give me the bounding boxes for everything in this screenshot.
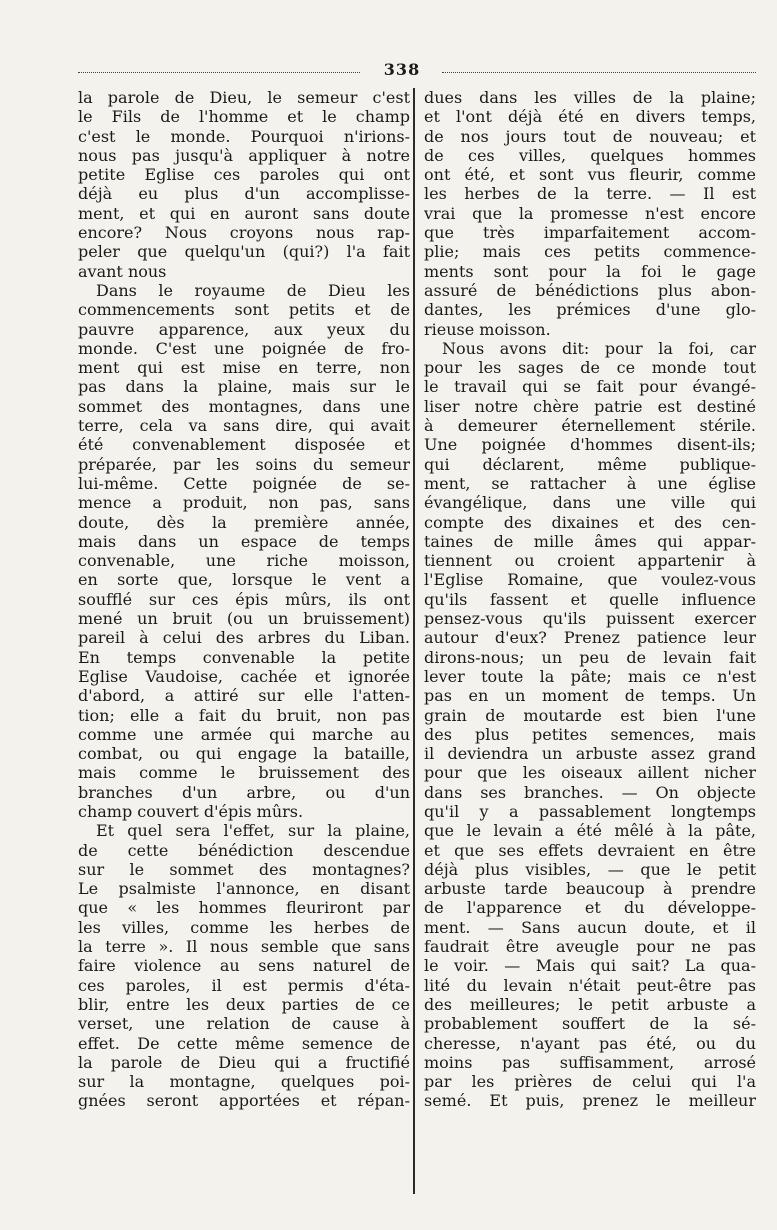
text-line: mais comme le bruissement des <box>78 763 410 783</box>
text-line: que le levain a été mêlé à la pâte, <box>424 821 756 841</box>
text-line: branches d'un arbre, ou d'un <box>78 782 410 802</box>
text-line: lever toute la pâte; mais ce n'est <box>424 666 756 686</box>
text-line: dantes, les prémices d'une glo- <box>424 300 756 320</box>
page-header <box>78 60 756 82</box>
text-line: ment. — Sans aucun doute, et il <box>424 917 756 937</box>
text-line: mais dans un espace de temps <box>78 531 410 551</box>
text-line: la parole de Dieu qui a fructifié <box>78 1052 410 1072</box>
text-line: lité du levain n'était peut-être pas <box>424 975 756 995</box>
text-line: dues dans les villes de la plaine; <box>424 88 756 107</box>
text-line: convenable, une riche moisson, <box>78 551 410 571</box>
header-rule-right <box>442 72 756 73</box>
text-line: mence a produit, non pas, sans <box>78 493 410 513</box>
text-line: avant nous <box>78 261 167 281</box>
text-line: doute, dès la première année, <box>78 512 410 532</box>
text-line: plie; mais ces petits commence- <box>424 242 756 262</box>
text-line: tiennent ou croient appartenir à <box>424 551 756 571</box>
text-line: Eglise Vaudoise, cachée et ignorée <box>78 666 410 686</box>
text-line: que très imparfaitement accom- <box>424 223 756 243</box>
text-line: blir, entre les deux parties de ce <box>78 994 410 1014</box>
text-line: le travail qui se fait pour évangé- <box>424 377 756 397</box>
text-line: que « les hommes fleuriront par <box>78 898 410 918</box>
right-column <box>424 88 756 1111</box>
text-line: il deviendra un arbuste assez grand <box>424 744 756 764</box>
text-line: de l'apparence et du développe- <box>424 898 756 918</box>
text-line: d'abord, a attiré sur elle l'atten- <box>78 686 410 706</box>
text-line: Le psalmiste l'annonce, en disant <box>78 879 410 899</box>
text-line: nous pas jusqu'à appliquer à notre <box>78 145 410 165</box>
text-line: les villes, comme les herbes de <box>78 917 410 937</box>
text-line: comme une armée qui marche au <box>78 724 410 744</box>
text-line: pareil à celui des arbres du Liban. <box>78 628 410 648</box>
text-line: cheresse, n'ayant pas été, ou du <box>424 1033 756 1053</box>
text-line: pensez-vous qu'ils puissent exercer <box>424 609 756 629</box>
text-line: l'Eglise Romaine, que voulez-vous <box>424 570 756 590</box>
text-line: pauvre apparence, aux yeux du <box>78 319 410 339</box>
text-line: ment, et qui en auront sans doute <box>78 203 410 223</box>
text-line: compte des dixaines et des cen- <box>424 512 756 532</box>
text-line: Une poignée d'hommes disent-ils; <box>424 435 756 455</box>
text-line: déjà plus visibles, — que le petit <box>424 859 756 879</box>
text-line: lui-même. Cette poignée de se- <box>78 473 410 493</box>
text-line: terre, cela va sans dire, qui avait <box>78 416 410 436</box>
text-line: assuré de bénédictions plus abon- <box>424 280 756 300</box>
text-line: qui déclarent, même publique- <box>424 454 756 474</box>
text-line: par les prières de celui qui l'a <box>424 1072 756 1092</box>
text-line: ments sont pour la foi le gage <box>424 261 756 281</box>
text-line: sur le sommet des montagnes? <box>78 859 410 879</box>
text-line: les herbes de la terre. — Il est <box>424 184 756 204</box>
text-line: et l'ont déjà été en divers temps, <box>424 107 756 127</box>
text-line: ont été, et sont vus fleurir, comme <box>424 165 756 185</box>
text-line: liser notre chère patrie est destiné <box>424 396 756 416</box>
text-line: Dans le royaume de Dieu les <box>96 280 410 300</box>
text-line: ces paroles, il est permis d'éta- <box>78 975 410 995</box>
text-line: pas en un moment de temps. Un <box>424 686 756 706</box>
text-line: et que ses effets devraient en être <box>424 840 756 860</box>
text-line: de nos jours tout de nouveau; et <box>424 126 756 146</box>
text-line: des plus petites semences, mais <box>424 724 756 744</box>
text-line: dans ses branches. — On objecte <box>424 782 756 802</box>
text-line: de cette bénédiction descendue <box>78 840 410 860</box>
page-number: 338 <box>383 60 421 79</box>
text-line: sur la montagne, quelques poi- <box>78 1072 410 1092</box>
text-line: Et quel sera l'effet, sur la plaine, <box>96 821 410 841</box>
text-line: peler que quelqu'un (qui?) l'a fait <box>78 242 410 262</box>
text-line: la terre ». Il nous semble que sans <box>78 937 410 957</box>
text-line: évangélique, dans une ville qui <box>424 493 756 513</box>
text-line: Nous avons dit: pour la foi, car <box>442 338 756 358</box>
text-line: de ces villes, quelques hommes <box>424 145 756 165</box>
text-line: le Fils de l'homme et le champ <box>78 107 410 127</box>
text-line: probablement souffert de la sé- <box>424 1014 756 1034</box>
text-line: effet. De cette même semence de <box>78 1033 410 1053</box>
text-line: monde. C'est une poignée de fro- <box>78 338 410 358</box>
text-line: moins pas suffisamment, arrosé <box>424 1052 756 1072</box>
text-line: commencements sont petits et de <box>78 300 410 320</box>
text-line: la parole de Dieu, le semeur c'est <box>78 88 410 107</box>
text-line: des meilleures; le petit arbuste a <box>424 994 756 1014</box>
text-line: arbuste tarde beaucoup à prendre <box>424 879 756 899</box>
text-line: mené un bruit (ou un bruissement) <box>78 609 410 629</box>
text-line: pour les sages de ce monde tout <box>424 358 756 378</box>
text-line: le voir. — Mais qui sait? La qua- <box>424 956 756 976</box>
column-divider <box>413 88 415 1194</box>
text-line: pour que les oiseaux aillent nicher <box>424 763 756 783</box>
text-line: gnées seront apportées et répan- <box>78 1091 410 1111</box>
text-line: été convenablement disposée et <box>78 435 410 455</box>
text-line: verset, une relation de cause à <box>78 1014 410 1034</box>
text-line: grain de moutarde est bien l'une <box>424 705 756 725</box>
text-line: faudrait être aveugle pour ne pas <box>424 937 756 957</box>
left-column <box>78 88 410 1111</box>
header-rule-left <box>78 72 360 73</box>
text-line: ment qui est mise en terre, non <box>78 358 410 378</box>
text-line: sommet des montagnes, dans une <box>78 396 410 416</box>
text-line: champ couvert d'épis mûrs. <box>78 801 304 821</box>
text-line: tion; elle a fait du bruit, non pas <box>78 705 410 725</box>
text-line: vrai que la promesse n'est encore <box>424 203 756 223</box>
text-line: taines de mille âmes qui appar- <box>424 531 756 551</box>
text-line: soufflé sur ces épis mûrs, ils ont <box>78 589 410 609</box>
text-line: qu'ils fassent et quelle influence <box>424 589 756 609</box>
text-line: à demeurer éternellement stérile. <box>424 416 756 436</box>
text-line: combat, ou qui engage la bataille, <box>78 744 410 764</box>
text-line: qu'il y a passablement longtemps <box>424 801 756 821</box>
text-line: faire violence au sens naturel de <box>78 956 410 976</box>
text-line: autour d'eux? Prenez patience leur <box>424 628 756 648</box>
text-line: préparée, par les soins du semeur <box>78 454 410 474</box>
text-line: dirons-nous; un peu de levain fait <box>424 647 756 667</box>
text-line: c'est le monde. Pourquoi n'irions- <box>78 126 410 146</box>
text-line: en sorte que, lorsque le vent a <box>78 570 410 590</box>
text-line: ment, se rattacher à une église <box>424 473 756 493</box>
text-line: En temps convenable la petite <box>78 647 410 667</box>
text-line: pas dans la plaine, mais sur le <box>78 377 410 397</box>
text-line: petite Eglise ces paroles qui ont <box>78 165 410 185</box>
text-line: semé. Et puis, prenez le meilleur <box>424 1091 756 1111</box>
text-line: rieuse moisson. <box>424 319 551 339</box>
text-line: encore? Nous croyons nous rap- <box>78 223 410 243</box>
text-line: déjà eu plus d'un accomplisse- <box>78 184 410 204</box>
